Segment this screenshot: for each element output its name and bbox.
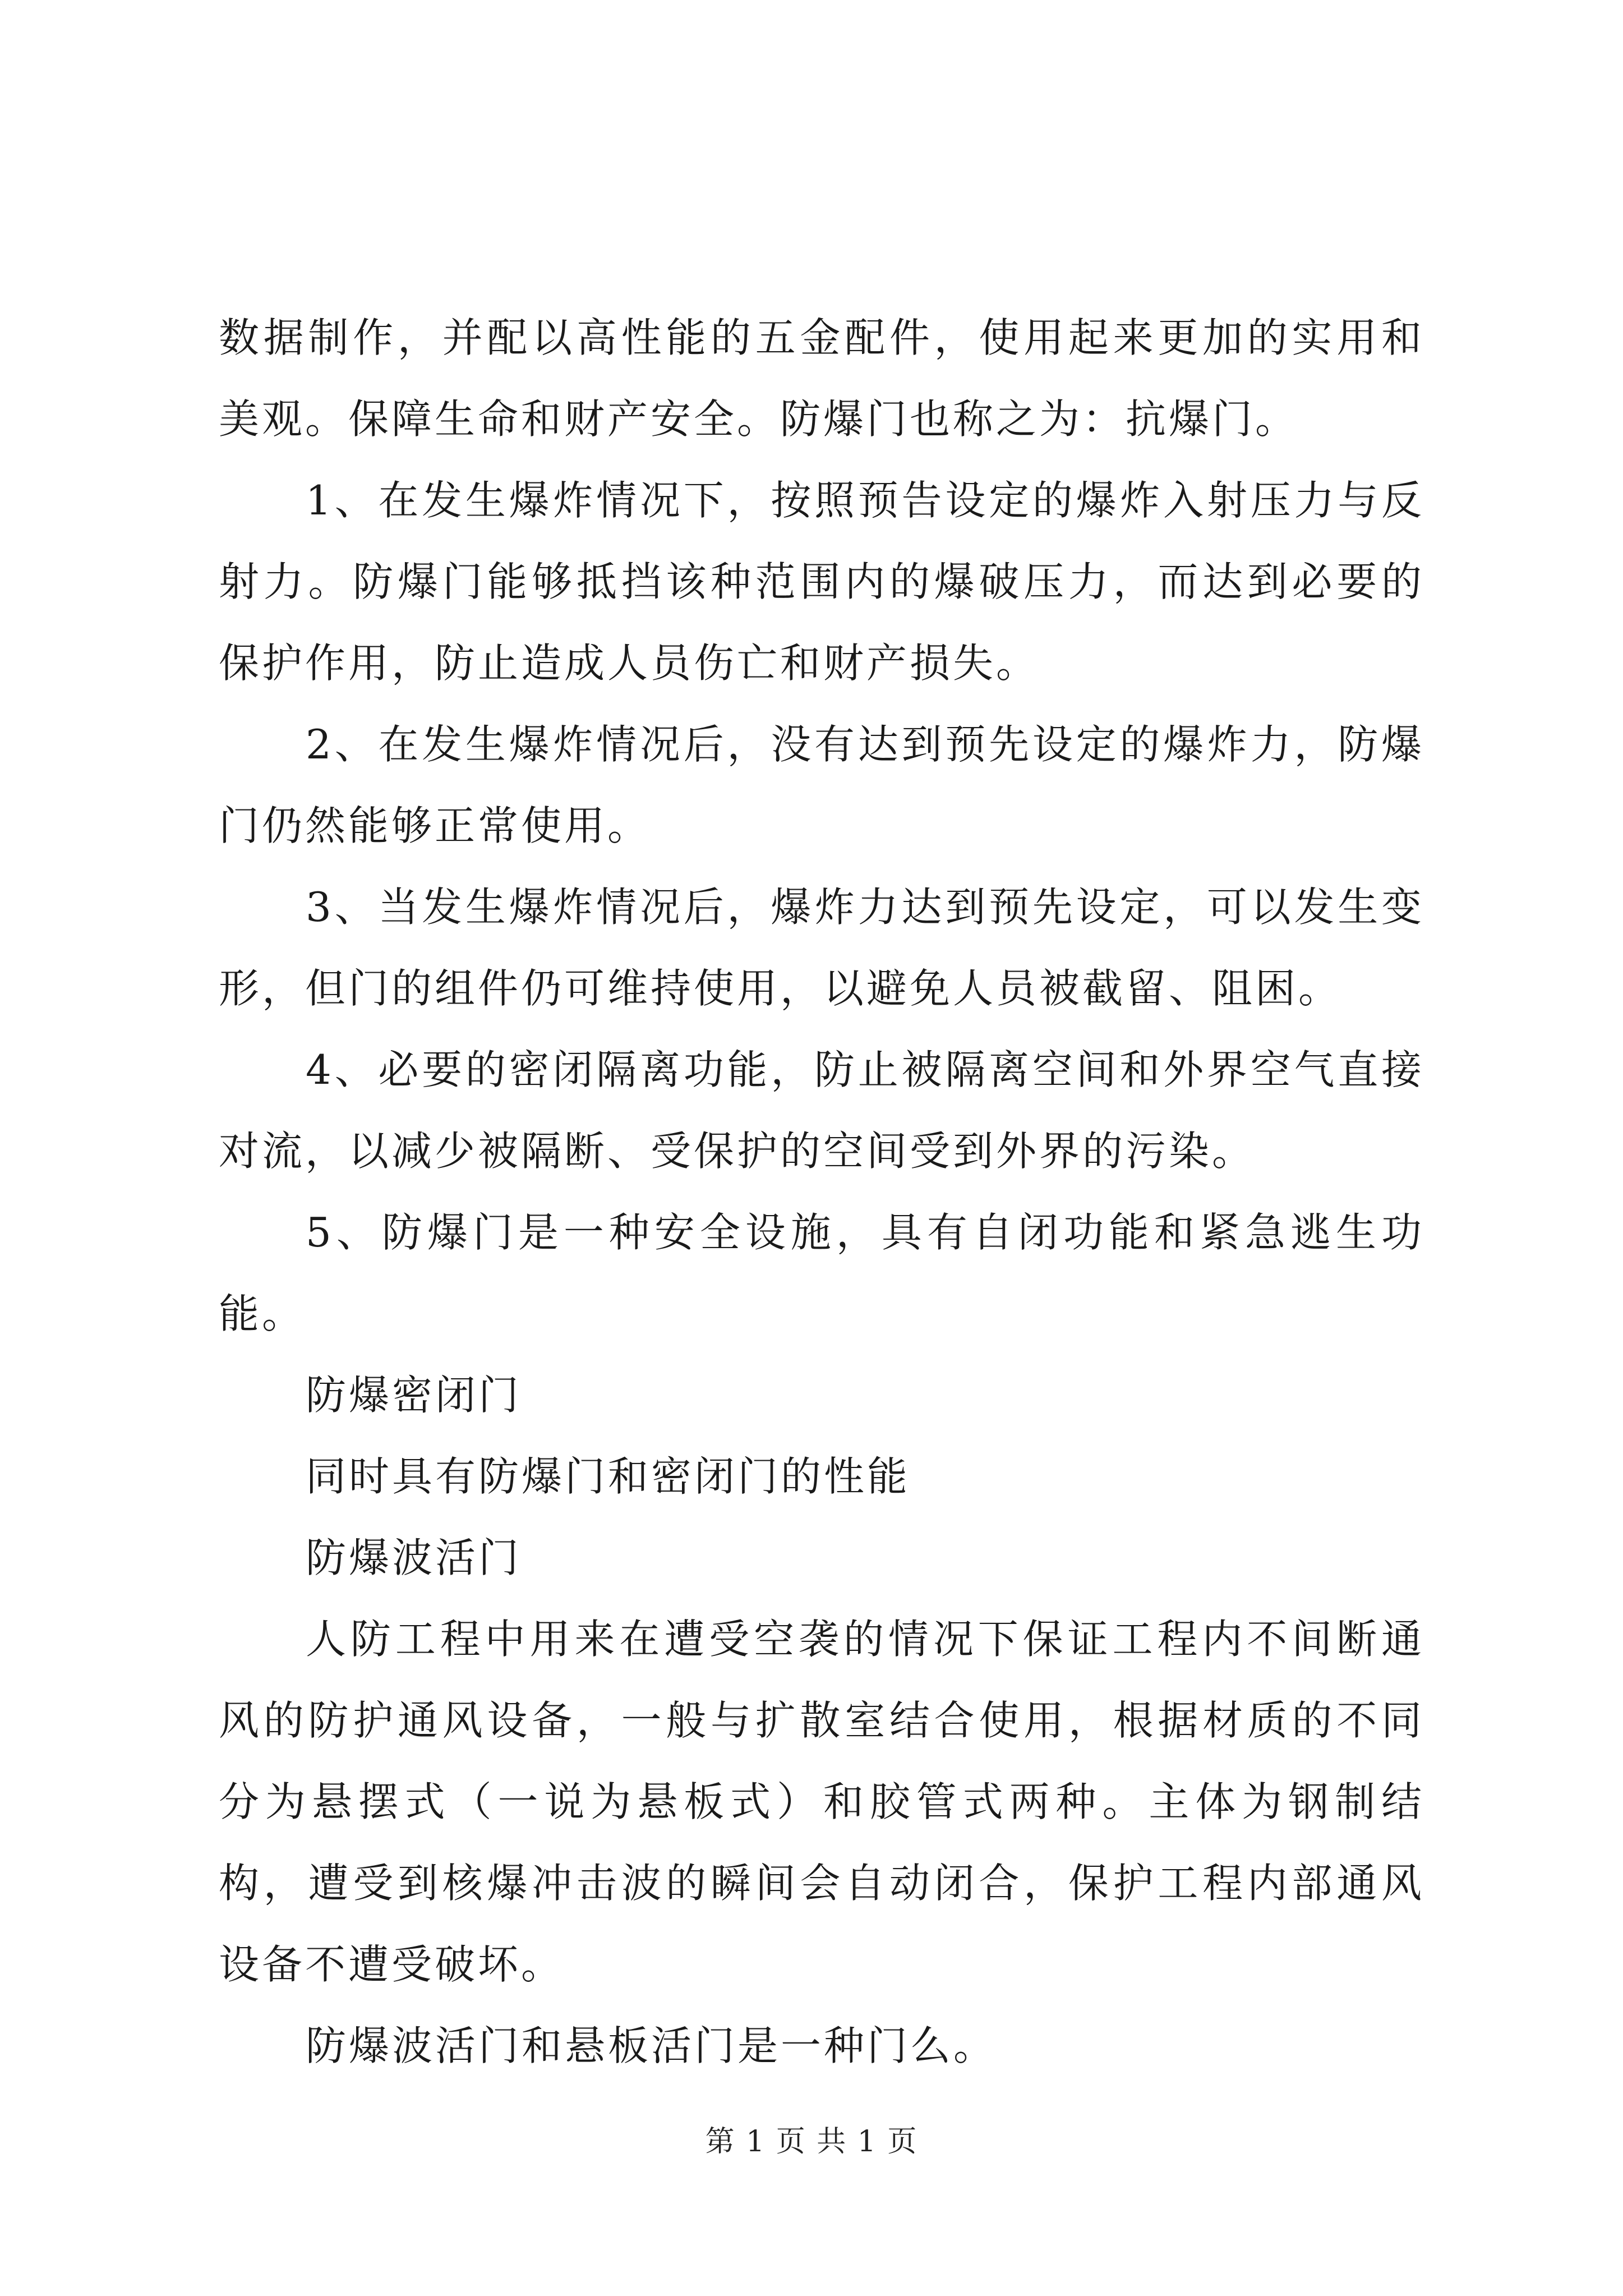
paragraph-sealed-door-desc: 同时具有防爆门和密闭门的性能: [306, 1453, 911, 1500]
paragraph-point-2: 2、在发生爆炸情况后，没有达到预先设定的爆炸力，防爆门仍然能够正常使用。: [219, 721, 1424, 849]
paragraph-point-4: 4、必要的密闭隔离功能，防止被隔离空间和外界空气直接对流，以减少被隔断、受保护的空间受到外界的污染。: [219, 1046, 1424, 1175]
paragraph-point-5: 5、防爆门是一种安全设施，具有自闭功能和紧急逃生功能。: [219, 1209, 1424, 1337]
document-body: [219, 297, 1424, 2087]
heading-blast-valve: 防爆波活门: [306, 1534, 522, 1581]
paragraph-intro: 数据制作，并配以高性能的五金配件，使用起来更加的实用和美观。保障生命和财产安全。防爆门也称之为：抗爆门。: [219, 314, 1424, 443]
paragraph-point-3: 3、当发生爆炸情况后，爆炸力达到预先设定，可以发生变形，但门的组件仍可维持使用，以避免人员被截留、阻困。: [219, 884, 1424, 1012]
paragraph-blast-valve-desc: 人防工程中用来在遭受空袭的情况下保证工程内不间断通风的防护通风设备，一般与扩散室结合使用，根据材质的不同分为悬摆式（一说为悬板式）和胶管式两种。主体为钢制结构，遭受到核爆冲击波的瞬间会自动闭合，保护工程内部通风设备不遭受破坏。: [219, 1616, 1424, 1988]
heading-explosion-proof-sealed-door: 防爆密闭门: [306, 1372, 522, 1419]
paragraph-point-1: 1、在发生爆炸情况下，按照预告设定的爆炸入射压力与反射力。防爆门能够抵挡该种范围内的爆破压力，而达到必要的保护作用，防止造成人员伤亡和财产损失。: [219, 477, 1424, 687]
paragraph-question: 防爆波活门和悬板活门是一种门么。: [306, 2022, 997, 2069]
page-footer: 第 1 页 共 1 页: [705, 2125, 918, 2159]
